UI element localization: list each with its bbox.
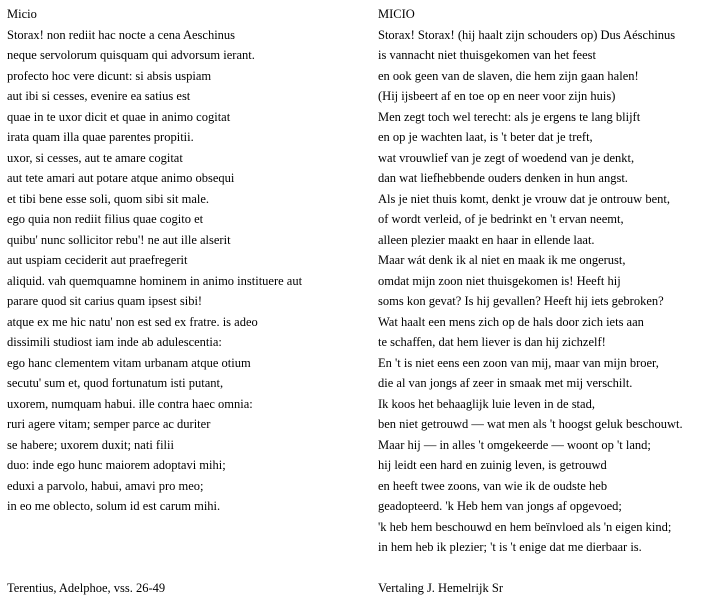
latin-verse-line: aut ibi si cesses, evenire ea satius est [7, 89, 191, 103]
latin-verse-line: ruri agere vitam; semper parce ac duriter [7, 417, 211, 431]
latin-verse-line: quae in te uxor dicit et quae in animo cogitat [7, 109, 231, 124]
latin-verse-line: parare quod sit carius quam ipsest sibi! [7, 294, 203, 308]
latin-verse-lines [7, 25, 357, 517]
dutch-verse-line: Storax! Storax! (hij haalt zijn schouders op) Dus Aéschinus [378, 27, 676, 42]
dutch-verse-line: soms kon gevat? Is hij gevallen? Heeft hij iets gebroken? [378, 294, 664, 308]
dutch-verse-line: dan wat liefhebbende ouders denken in hun angst. [378, 171, 628, 185]
latin-verse-line: duo: inde ego hunc maiorem adoptavi mihi; [7, 458, 226, 472]
dutch-verse-line: Men zegt toch wel terecht: als je ergens te lang blijft [378, 109, 641, 124]
latin-verse-line: aut tete amari aut potare atque animo obsequi [7, 171, 235, 185]
dutch-verse-line: Maar wát denk ik al niet en maak ik me ongerust, [378, 253, 626, 267]
dutch-verse-line: Wat haalt een mens zich op de hals door zich iets aan [378, 314, 644, 329]
dutch-verse-line: Maar hij — in alles 't omgekeerde — woont op 't land; [378, 437, 651, 452]
dutch-verse-line: Als je niet thuis komt, denkt je vrouw dat je ontrouw bent, [378, 191, 670, 206]
latin-verse-line: Storax! non rediit hac nocte a cena Aeschinus [7, 27, 236, 42]
dutch-verse-line: omdat mijn zoon niet thuisgekomen is! Heeft hij [378, 273, 621, 288]
dutch-verse-line: Ik koos het behaaglijk luie leven in de stad, [378, 396, 595, 411]
dutch-speaker: MICIO [378, 7, 415, 21]
latin-verse-line: secutu' sum et, quod fortunatum isti putant, [7, 376, 224, 390]
latin-verse-line: aut uspiam ceciderit aut praefregerit [7, 253, 188, 267]
latin-verse-line: neque servolorum quisquam qui advorsum ierant. [7, 48, 255, 62]
latin-verse-line: profecto hoc vere dicunt: si absis uspiam [7, 68, 212, 83]
latin-verse-line: irata quam illa quae parentes propitii. [7, 130, 194, 144]
latin-verse-line: se habere; uxorem duxit; nati filii [7, 437, 174, 452]
latin-verse-line: atque ex me hic natu' non est sed ex fratre. is adeo [7, 314, 258, 329]
latin-source: Terentius, Adelphoe, vss. 26-49 [7, 581, 166, 595]
dutch-verse-line: (Hij ijsbeert af en toe op en neer voor zijn huis) [378, 89, 616, 103]
dutch-verse-lines [378, 25, 714, 558]
dutch-verse-line: 'k heb hem beschouwd en hem beïnvloed als 'n eigen kind; [378, 519, 672, 534]
dutch-verse-line: en ook geen van de slaven, die hem zijn gaan halen! [378, 68, 639, 83]
latin-verse-line: uxor, si cesses, aut te amare cogitat [7, 150, 183, 165]
dutch-verse-line: in hem heb ik plezier; 't is 't enige dat me dierbaar is. [378, 540, 642, 554]
latin-verse-line: uxorem, numquam habui. ille contra haec omnia: [7, 396, 253, 411]
dutch-source: Vertaling J. Hemelrijk Sr [378, 581, 503, 595]
dutch-verse-line: die al van jongs af zeer in smaak met mij verschilt. [378, 376, 633, 390]
dutch-verse-line: of wordt verleid, of je bedrinkt en 't ervan neemt, [378, 212, 624, 226]
dutch-column [378, 4, 714, 558]
dutch-verse-line: alleen plezier maakt en haar in ellende laat. [378, 232, 595, 247]
dutch-verse-line: hij leidt een hard en zuinig leven, is getrouwd [378, 458, 607, 472]
dutch-verse-line: En 't is niet eens een zoon van mij, maar van mijn broer, [378, 355, 659, 370]
latin-column [7, 4, 357, 517]
latin-verse-line: eduxi a parvolo, habui, amavi pro meo; [7, 478, 204, 493]
dutch-verse-line: te schaffen, dat hem liever is dan hij zichzelf! [378, 335, 606, 349]
latin-verse-line: quibu' nunc sollicitor rebu'! ne aut ille alserit [7, 232, 231, 247]
dutch-verse-line: en op je wachten laat, is 't beter dat je treft, [378, 130, 593, 144]
dutch-verse-line: ben niet getrouwd — wat men als 't hoogst geluk beschouwt. [378, 417, 683, 431]
latin-speaker: Micio [7, 7, 37, 21]
latin-verse-line: ego quia non rediit filius quae cogito et [7, 212, 204, 226]
dutch-verse-line: geadopteerd. 'k Heb hem van jongs af opgevoed; [378, 499, 622, 513]
latin-verse-line: in eo me oblecto, solum id est carum mihi. [7, 499, 221, 513]
dutch-verse-line: en heeft twee zoons, van wie ik de oudste heb [378, 478, 608, 493]
latin-verse-line: et tibi bene esse soli, quom sibi sit male. [7, 191, 210, 206]
dutch-verse-line: wat vrouwlief van je zegt of woedend van je denkt, [378, 150, 635, 165]
latin-verse-line: aliquid. vah quemquamne hominem in animo instituere aut [7, 273, 303, 288]
dutch-verse-line: is vannacht niet thuisgekomen van het feest [378, 48, 596, 62]
latin-verse-line: dissimili studiost iam inde ab adulescentia: [7, 335, 222, 349]
latin-verse-line: ego hanc clementem vitam urbanam atque otium [7, 355, 251, 370]
